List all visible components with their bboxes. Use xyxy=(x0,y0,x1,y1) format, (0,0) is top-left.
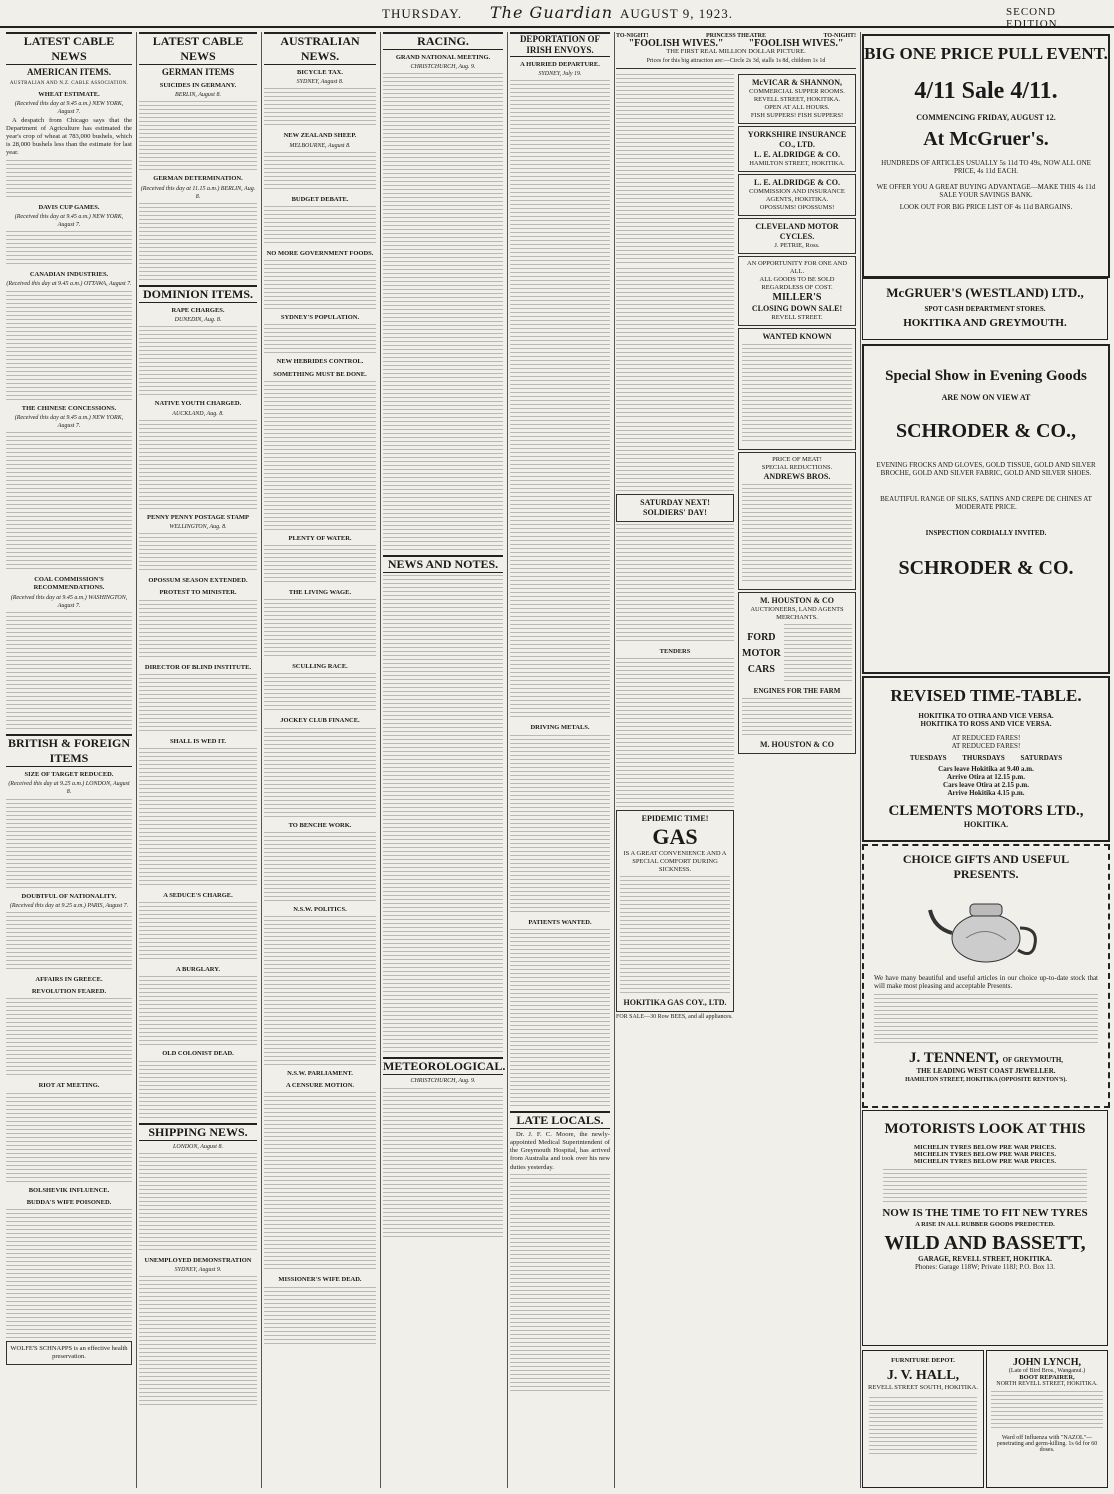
masthead xyxy=(0,0,1114,28)
article-heading: WHEAT ESTIMATE. xyxy=(38,91,100,98)
dateline: (Received this day at 9.25 a.m.) LONDON, August 8. xyxy=(8,781,130,796)
masthead-day: THURSDAY. xyxy=(382,6,463,21)
section-banner: LATEST CABLE NEWS xyxy=(6,32,132,65)
section-banner: DOMINION ITEMS. xyxy=(139,285,257,303)
dateline: MELBOURNE, August 8. xyxy=(289,142,351,149)
lynch-boot-ad: JOHN LYNCH, (Late of Bird Bros., Wanganui.) BOOT REPAIRER, NORTH REVELL STREET, HOKITIKA. Ward off Influenza with "NAZOL"—penetrating and germ-killing. 1s 6d for 60 doses. xyxy=(986,1350,1108,1488)
article-heading: DRIVING METALS. xyxy=(530,724,590,732)
column-german-dominion xyxy=(139,32,262,1488)
article-heading: BUDGET DEBATE. xyxy=(291,195,349,203)
masthead-edition: SECOND EDITION. xyxy=(1006,6,1062,30)
article-heading: TO BENCHE WORK. xyxy=(288,821,352,829)
article-heading: NEW ZEALAND SHEEP. xyxy=(283,132,357,140)
section-banner: AUSTRALIAN NEWS. xyxy=(264,32,376,65)
article-heading: N.S.W. PARLIAMENT. xyxy=(287,1070,353,1078)
schnapps-ad: WOLFE'S SCHNAPPS is an effective health preservation. xyxy=(6,1341,132,1365)
article-heading: PENNY PENNY POSTAGE STAMP xyxy=(146,513,250,521)
dateline: (Received this day at 9.45 a.m.) NEW YORK, August 7. xyxy=(14,213,124,229)
article-heading: JOCKEY CLUB FINANCE. xyxy=(280,717,360,725)
article-heading: CANADIAN INDUSTRIES. xyxy=(29,271,109,279)
dateline: (Received this day at 9.45 a.m.) NEW YORK, August 7. xyxy=(14,414,124,430)
article-heading: PLENTY OF WATER. xyxy=(288,534,352,542)
article-heading: NO MORE GOVERNMENT FOODS. xyxy=(266,250,374,258)
mcgruer-sale-ad: BIG ONE PRICE PULL EVENT. 4/11 Sale 4/11. COMMENCING FRIDAY, AUGUST 12. At McGruer's. HUNDREDS OF ARTICLES USUALLY 5s 11d TO 49s, NOW ALL ONE PRICE, 4s 11d EACH. WE OFFER YOU A GREAT BUYING ADVANTAGE—MAKE THIS 4s 11d SALE YOUR SAVINGS BANK. LOOK OUT FOR BIG PRICE LIST OF 4s 11d BARGAINS. xyxy=(862,34,1110,278)
article-heading: NEW HEBRIDES CONTROL. xyxy=(276,358,364,366)
article-text: A despatch from Chicago says that the Department of Agriculture has estimated the year's crop of wheat at 783,000 bushels, which is 28,000 bushels less than the estimate for last year. xyxy=(6,116,132,157)
column-american-items xyxy=(6,32,137,1488)
article-heading: SYDNEY'S POPULATION. xyxy=(280,314,360,322)
section-banner: SHIPPING NEWS. xyxy=(139,1123,257,1141)
article-heading: SCULLING RACE. xyxy=(292,663,348,671)
article-heading: COAL COMMISSION'S RECOMMENDATIONS. xyxy=(33,576,105,592)
section-banner: METEOROLOGICAL. xyxy=(383,1059,506,1074)
article-heading: A SEDUCE'S CHARGE. xyxy=(163,892,233,900)
section-banner: NEWS AND NOTES. xyxy=(383,555,503,573)
dateline: DUNEDIN, Aug. 8. xyxy=(174,317,222,324)
wild-bassett-ad: MOTORISTS LOOK AT THIS MICHELIN TYRES BELOW PRE WAR PRICES. MICHELIN TYRES BELOW PRE WAR PRICES. MICHELIN TYRES BELOW PRE WAR PRICES. NOW IS THE TIME TO FIT NEW TYRES A RISE IN ALL RUBBER GOODS PREDICTED. WILD AND BASSETT, GARAGE, REVELL STREET, HOKITIKA. Phones: Garage 118W; Private 118J; P.O. Box 13. xyxy=(862,1110,1108,1346)
article-heading: UNEMPLOYED DEMONSTRATION xyxy=(144,1256,252,1264)
section-title: GERMAN ITEMS xyxy=(161,67,235,77)
article-heading: A HURRIED DEPARTURE. xyxy=(520,61,600,68)
article-heading: PATIENTS WANTED. xyxy=(528,918,592,926)
column-racing-news xyxy=(383,32,508,1488)
masthead-date: AUGUST 9, 1923. xyxy=(620,6,733,21)
dateline: (Received this day at 9.45 a.m.) NEW YORK, August 7. xyxy=(14,101,124,116)
article-heading: SOMETHING MUST BE DONE. xyxy=(273,370,367,378)
houston-ad: M. HOUSTON & CO AUCTIONEERS, LAND AGENTS MERCHANTS. FORD MOTOR CARS ENGINES FOR THE FARM M. HOUSTON & CO xyxy=(738,592,856,754)
dateline: (Received this day at 9.45 a.m.) OTTAWA, August 7. xyxy=(6,281,132,288)
theatre-header: TO-NIGHT! PRINCESS THEATRE TO-NIGHT! xyxy=(616,33,856,39)
mcgruer-stores-ad: McGRUER'S (WESTLAND) LTD., SPOT CASH DEPARTMENT STORES. HOKITIKA AND GREYMOUTH. xyxy=(862,278,1108,340)
dateline: BERLIN, August 8. xyxy=(175,92,221,99)
article-heading: BOLSHEVIK INFLUENCE. xyxy=(28,1186,110,1194)
article-heading: GERMAN DETERMINATION. xyxy=(153,175,243,183)
section-title: AMERICAN ITEMS. xyxy=(26,67,111,77)
article-heading: AFFAIRS IN GREECE. xyxy=(35,976,103,984)
tennent-gifts-ad: CHOICE GIFTS AND USEFUL PRESENTS. We have many beautiful and useful articles in our choice up-to-date stock that will make most pleasing and acceptable Presents. J. TENNENT, OF GREYMOUTH, THE LEADING WEST COAST JEWELLER. HAMILTON STREET, HOKITIKA (OPPOSITE RENTON'S). xyxy=(862,844,1110,1108)
article-heading: DOUBTFUL OF NATIONALITY. xyxy=(21,892,117,900)
article-heading: REVOLUTION FEARED. xyxy=(31,988,107,996)
article-heading: MISSIONER'S WIFE DEAD. xyxy=(278,1276,362,1284)
section-banner: LATE LOCALS. xyxy=(510,1111,610,1129)
article-heading: OLD COLONIST DEAD. xyxy=(162,1050,234,1058)
dateline: (Received this day at 9.45 a.m.) WASHINGTON, August 7. xyxy=(10,594,128,609)
article-heading: RIOT AT MEETING. xyxy=(38,1082,100,1090)
section-banner: LATEST CABLE NEWS xyxy=(139,32,257,65)
article-heading: OPOSSUM SEASON EXTENDED. xyxy=(148,577,248,585)
article-heading: NATIVE YOUTH CHARGED. xyxy=(154,400,242,408)
column-classifieds: TO-NIGHT! PRINCESS THEATRE TO-NIGHT! "FOOLISH WIVES." "FOOLISH WIVES." THE FIRST REAL MILLION DOLLAR PICTURE. Prices for this big attraction are:—Circle 2s 3d, stalls 1s 8d, children 1s 1d SATURDAY NEXT! SOLDIERS' DAY! TENDERS EPIDEMIC TIME! GAS IS A GREAT CONVENIENCE AND A SPECIAL COMFORT DURING SICKNESS. HOKITIKA GAS COY., LTD. FOR SALE—30 Row BEES, and all appliances. McVICAR & SHANNON, COMMERCIAL SUPPER ROOMS. REVELL STREET, HOKITIKA. OPEN AT ALL HOURS. FISH SUPPERS! FISH SUPPERS! YORKSHIRE INSURANCE CO., LTD. L. E. ALDRIDGE & CO. HAMILTON STREET, HOKITIKA. L. E. ALDRIDGE & CO. COMMISSION AND INSURANCE AGENTS, HOKITIKA. OPOSSUMS! OPOSSUMS! CLEVELAND MOTOR CYCLES. J. PETRIE, Ross. AN OPPORTUNITY FOR ONE AND ALL. ALL GOODS TO BE SOLD REGARDLESS OF COST. MILLER'S CLOSING DOWN SALE! REVELL STREET. WANTED KNOWN PRICE OF MEAT! SPECIAL REDUCTIONS. ANDREWS BROS. M. HOUSTON & CO AUCTIONEERS, LAND AGENTS MERCHANTS. FORD MOTOR CARS ENGINES FOR THE FARM M. HOUSTON & CO xyxy=(616,32,861,1488)
dateline: WELLINGTON, Aug. 8. xyxy=(169,524,227,531)
article-heading: A BURGLARY. xyxy=(176,966,220,974)
dateline: SYDNEY, August 8. xyxy=(296,79,344,86)
dateline: SYDNEY, August 9. xyxy=(174,1267,222,1274)
dateline: SYDNEY, July 19. xyxy=(538,71,582,78)
dateline: (Received this day at 11.15 a.m.) BERLIN, Aug. 8. xyxy=(140,185,256,200)
article-heading: DAVIS CUP GAMES. xyxy=(38,203,100,211)
column-deportation xyxy=(510,32,615,1488)
article-heading: A CENSURE MOTION. xyxy=(285,1082,355,1090)
aldridge-ad: L. E. ALDRIDGE & CO. COMMISSION AND INSURANCE AGENTS, HOKITIKA. OPOSSUMS! OPOSSUMS! xyxy=(738,174,856,216)
section-banner: DEPORTATION OF IRISH ENVOYS. xyxy=(510,32,610,57)
dateline: CHRISTCHURCH, Aug. 9. xyxy=(410,64,476,71)
masthead-title: The Guardian xyxy=(490,3,614,22)
article-heading: SHALL IS WED IT. xyxy=(169,737,227,745)
dateline: LONDON, August 8. xyxy=(173,1143,223,1150)
tennent-name: J. TENNENT, OF GREYMOUTH, xyxy=(908,1050,1064,1066)
dateline: CHRISTCHURCH, Aug. 9. xyxy=(410,1078,476,1085)
schroder-ad: Special Show in Evening Goods ARE NOW ON VIEW AT SCHRODER & CO., EVENING FROCKS AND GLOVES, GOLD TISSUE, GOLD AND SILVER BROCHE, GOLD AND SILVER FABRIC, GOLD AND SILVER SHOES. BEAUTIFUL RANGE OF SILKS, SATINS AND CREPE DE CHINES AT MODERATE PRICE. INSPECTION CORDIALLY INVITED. SCHRODER & CO. xyxy=(862,344,1110,674)
dateline: AUCKLAND, Aug. 8. xyxy=(172,410,224,417)
section-banner: RACING. xyxy=(383,32,503,50)
teapot-illustration xyxy=(926,888,1046,968)
article-heading: BICYCLE TAX. xyxy=(297,69,343,76)
cleveland-cycles-ad: CLEVELAND MOTOR CYCLES. J. PETRIE, Ross. xyxy=(738,218,856,254)
yorkshire-insurance-ad: YORKSHIRE INSURANCE CO., LTD. L. E. ALDRIDGE & CO. HAMILTON STREET, HOKITIKA. xyxy=(738,126,856,172)
article-heading: RAPE CHARGES. xyxy=(171,307,225,315)
clements-timetable-ad: REVISED TIME-TABLE. HOKITIKA TO OTIRA AND VICE VERSA. HOKITIKA TO ROSS AND VICE VERSA. AT REDUCED FARES! AT REDUCED FARES! TUESDAYS THURSDAYS SATURDAYS Cars leave Hokitika at 9.40 a.m. Arrive Otira at 12.15 p.m. Cars leave Otira at 2.15 p.m. Arrive Hokitika 4.15 p.m. CLEMENTS MOTORS LTD., HOKITIKA. xyxy=(862,676,1110,842)
article-heading: DIRECTOR OF BLIND INSTITUTE. xyxy=(144,663,252,671)
cable-association: AUSTRALIAN AND N.Z. CABLE ASSOCIATION. xyxy=(9,81,129,86)
article-heading: PROTEST TO MINISTER. xyxy=(159,589,237,597)
article-heading: SUICIDES IN GERMANY. xyxy=(159,82,237,89)
epidemic-gas-ad: EPIDEMIC TIME! GAS IS A GREAT CONVENIENCE AND A SPECIAL COMFORT DURING SICKNESS. HOKITIKA GAS COY., LTD. xyxy=(616,810,734,1012)
section-banner: BRITISH & FOREIGN ITEMS xyxy=(7,736,131,766)
article-heading: BUDDA'S WIFE POISONED. xyxy=(26,1198,112,1206)
dateline: (Received this day at 9.25 a.m.) PARIS, August 7. xyxy=(9,902,129,909)
article-heading: GRAND NATIONAL MEETING. xyxy=(395,54,491,61)
hall-furniture-ad: FURNITURE DEPOT. J. V. HALL, REVELL STREET SOUTH, HOKITIKA. xyxy=(862,1350,984,1488)
article-heading: SIZE OF TARGET REDUCED. xyxy=(24,771,114,779)
opportunity-ad: AN OPPORTUNITY FOR ONE AND ALL. ALL GOODS TO BE SOLD REGARDLESS OF COST. MILLER'S CLOSING DOWN SALE! REVELL STREET. xyxy=(738,256,856,326)
column-australian-news xyxy=(264,32,381,1488)
article-heading: THE LIVING WAGE. xyxy=(288,589,352,597)
mcvicar-shannon-ad: McVICAR & SHANNON, COMMERCIAL SUPPER ROOMS. REVELL STREET, HOKITIKA. OPEN AT ALL HOURS. FISH SUPPERS! FISH SUPPERS! xyxy=(738,74,856,124)
article-heading: THE CHINESE CONCESSIONS. xyxy=(21,404,117,412)
saturday-ad: SATURDAY NEXT! SOLDIERS' DAY! xyxy=(616,494,734,522)
foolish-wives-ad: "FOOLISH WIVES." "FOOLISH WIVES." xyxy=(628,38,844,50)
wanted-known-ad: WANTED KNOWN xyxy=(738,328,856,450)
article-text: Dr. J. F. C. Moore, the newly-appointed Medical Superintendent of the Greymouth Hospital, has arrived from Australia and took over his new duties yesterday. xyxy=(510,1130,610,1171)
andrews-bros-ad: PRICE OF MEAT! SPECIAL REDUCTIONS. ANDREWS BROS. xyxy=(738,452,856,590)
article-heading: N.S.W. POLITICS. xyxy=(293,905,347,913)
